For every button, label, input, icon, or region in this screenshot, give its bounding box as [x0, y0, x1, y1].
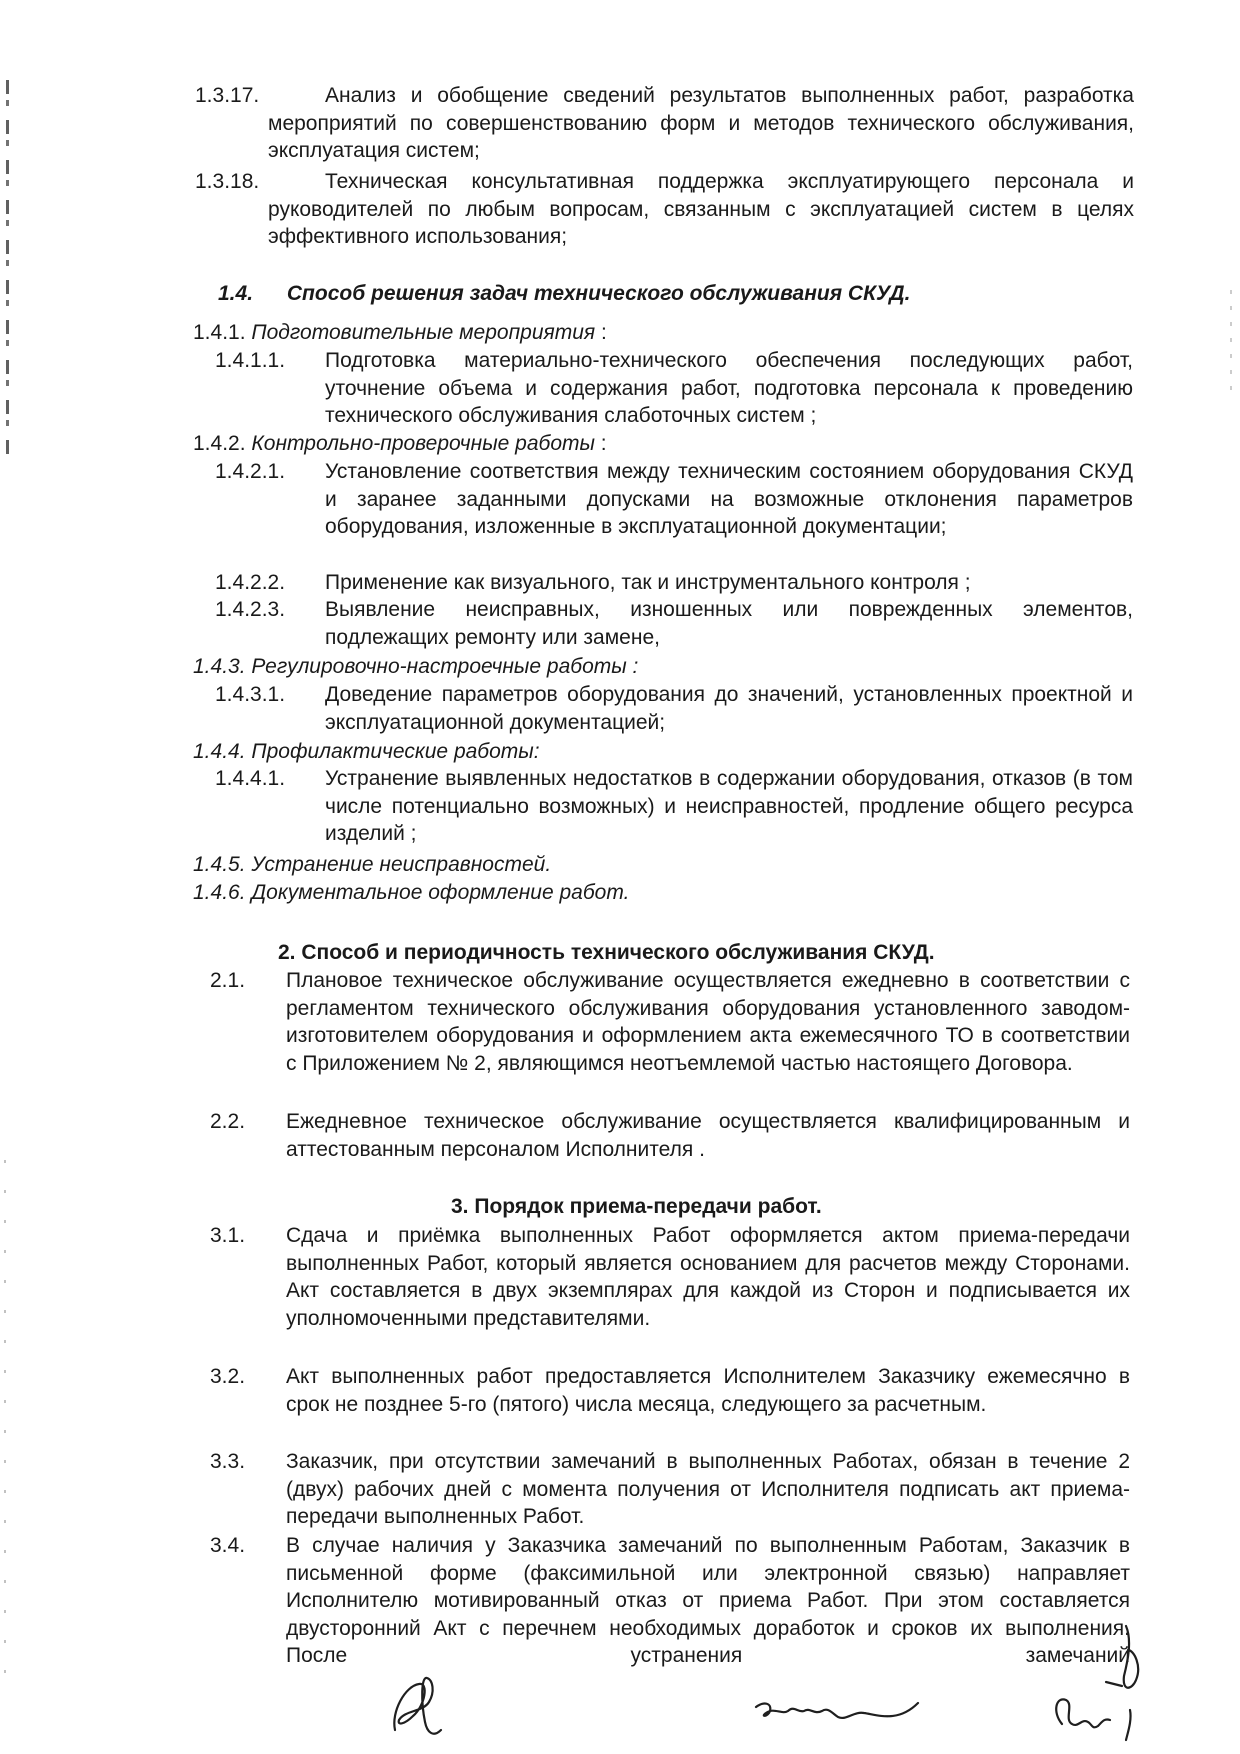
subsection-title: Контрольно-проверочные работы: [251, 432, 595, 455]
clause-number: 3.3.: [210, 1450, 246, 1473]
subsection-1-4-2: [193, 430, 607, 458]
clause-2-2: [0, 1108, 1240, 1164]
clause-1-4-2-3: [0, 596, 1240, 652]
clause-text: В случае наличия у Заказчика замечаний по выполненным Работам, Заказчик в письменной форме (факсимильной или электронной связью) направляет Исполнителю мотивированный отказ от приема Работ. При этом составляется двусторонний Акт с перечнем необходимых доработок и сроков их выполнения. После устранения замечаний: [286, 1534, 1130, 1667]
clause-1-4-3-1: [0, 681, 1240, 737]
handwritten-initials-left: [385, 1672, 455, 1744]
clause-number: 2.2.: [210, 1110, 246, 1133]
clause-text: Ежедневное техническое обслуживание осуществляется квалифицированным и аттестованным персоналом Исполнителя .: [286, 1110, 1130, 1161]
clause-1-4-4-1: [0, 765, 1240, 850]
clause-text: Выявление неисправных, изношенных или поврежденных элементов, подлежащих ремонту или замене,: [325, 598, 1133, 649]
subsection-suffix: :: [594, 432, 607, 455]
section-2-heading: 2. Способ и периодичность технического обслуживания СКУД.: [278, 941, 935, 964]
clause-1-3-17: [0, 82, 1240, 167]
clause-text: Доведение параметров оборудования до значений, установленных проектной и эксплуатационной документацией;: [325, 683, 1133, 734]
section-3-heading: 3. Порядок приема-передачи работ.: [451, 1195, 822, 1218]
subsection-number: 1.4.2.: [193, 432, 246, 455]
section-title: Способ решения задач технического обслуживания СКУД.: [286, 282, 911, 305]
subsection-1-4-1: [193, 319, 607, 347]
clause-text: Подготовка материально-технического обеспечения последующих работ, уточнение объема и содержания работ, подготовка персонала к проведению технического обслуживания слаботочных систем ;: [325, 349, 1133, 427]
subsection-title: Подготовительные мероприятия: [251, 321, 596, 344]
clause-text: Плановое техническое обслуживание осуществляется ежедневно в соответствии с регламентом технического обслуживания оборудования установленного заводом-изготовителем оборудования и оформлением акта ежемесячного ТО в соответствии с Приложением № 2, являющимся неотъемлемой частью настоящего Договора.: [286, 969, 1130, 1075]
section-1-4-heading: [218, 280, 910, 308]
subsection-1-4-5: 1.4.5. Устранение неисправностей.: [193, 853, 552, 876]
clause-number: 3.4.: [210, 1534, 246, 1557]
clause-3-2: [0, 1363, 1240, 1448]
subsection-suffix: :: [595, 321, 607, 344]
clause-1-3-18: [0, 168, 1240, 253]
subsection-1-4-4: 1.4.4. Профилактические работы:: [193, 740, 540, 763]
section-number: 1.4.: [218, 282, 254, 305]
clause-number: 1.3.18.: [195, 170, 260, 193]
clause-text: Применение как визуального, так и инструментального контроля ;: [325, 571, 971, 594]
clause-text: Техническая консультативная поддержка эксплуатирующего персонала и руководителей по любым вопросам, связанным с эксплуатацией систем в целях эффективного использования;: [268, 170, 1134, 248]
clause-number: 3.2.: [210, 1365, 246, 1388]
clause-number: 1.4.3.1.: [215, 683, 286, 706]
clause-text: Акт выполненных работ предоставляется Исполнителем Заказчику ежемесячно в срок не позднее 5-го (пятого) числа месяца, следующего за расчетным.: [286, 1365, 1130, 1416]
clause-1-4-2-1: [0, 458, 1240, 570]
clause-number: 1.4.2.1.: [215, 460, 286, 483]
clause-number: 1.4.2.3.: [215, 598, 286, 621]
clause-text: Заказчик, при отсутствии замечаний в выполненных Работах, обязан в течение 2 (двух) рабочих дней с момента получения от Исполнителя подписать акт приема-передачи выполненных Работ.: [286, 1450, 1130, 1528]
handwritten-signature-right: [1042, 1620, 1152, 1744]
clause-number: 2.1.: [210, 969, 246, 992]
clause-2-1: [0, 967, 1240, 1107]
clause-number: 3.1.: [210, 1224, 246, 1247]
clause-3-1: [0, 1222, 1240, 1362]
clause-number: 1.3.17.: [195, 84, 260, 107]
clause-text: Анализ и обобщение сведений результатов выполненных работ, разработка мероприятий по совершенствованию форм и методов технического обслуживания, эксплуатация систем;: [268, 84, 1134, 162]
clause-1-4-2-2: [0, 569, 1240, 597]
clause-number: 1.4.2.2.: [215, 571, 286, 594]
clause-3-3: [0, 1448, 1240, 1533]
handwritten-signature-center: [752, 1693, 922, 1733]
clause-1-4-1-1: [0, 347, 1240, 432]
subsection-1-4-6: 1.4.6. Документальное оформление работ.: [193, 881, 630, 904]
clause-text: Установление соответствия между техническим состоянием оборудования СКУД и заранее заданными допусками на возможные отклонения параметров оборудования, изложенные в эксплуатационной документации;: [325, 460, 1133, 538]
clause-text: Сдача и приёмка выполненных Работ оформляется актом приема-передачи выполненных Работ, который является основанием для расчетов между Сторонами. Акт составляется в двух экземплярах для каждой из Сторон и подписывается их уполномоченными представителями.: [286, 1224, 1130, 1330]
subsection-1-4-3: 1.4.3. Регулировочно-настроечные работы :: [193, 655, 639, 678]
subsection-number: 1.4.1.: [193, 321, 246, 344]
clause-text: Устранение выявленных недостатков в содержании оборудования, отказов (в том числе потенциально возможных) и неисправностей, продление общего ресурса изделий ;: [325, 767, 1133, 845]
clause-number: 1.4.4.1.: [215, 767, 286, 790]
clause-number: 1.4.1.1.: [215, 349, 286, 372]
